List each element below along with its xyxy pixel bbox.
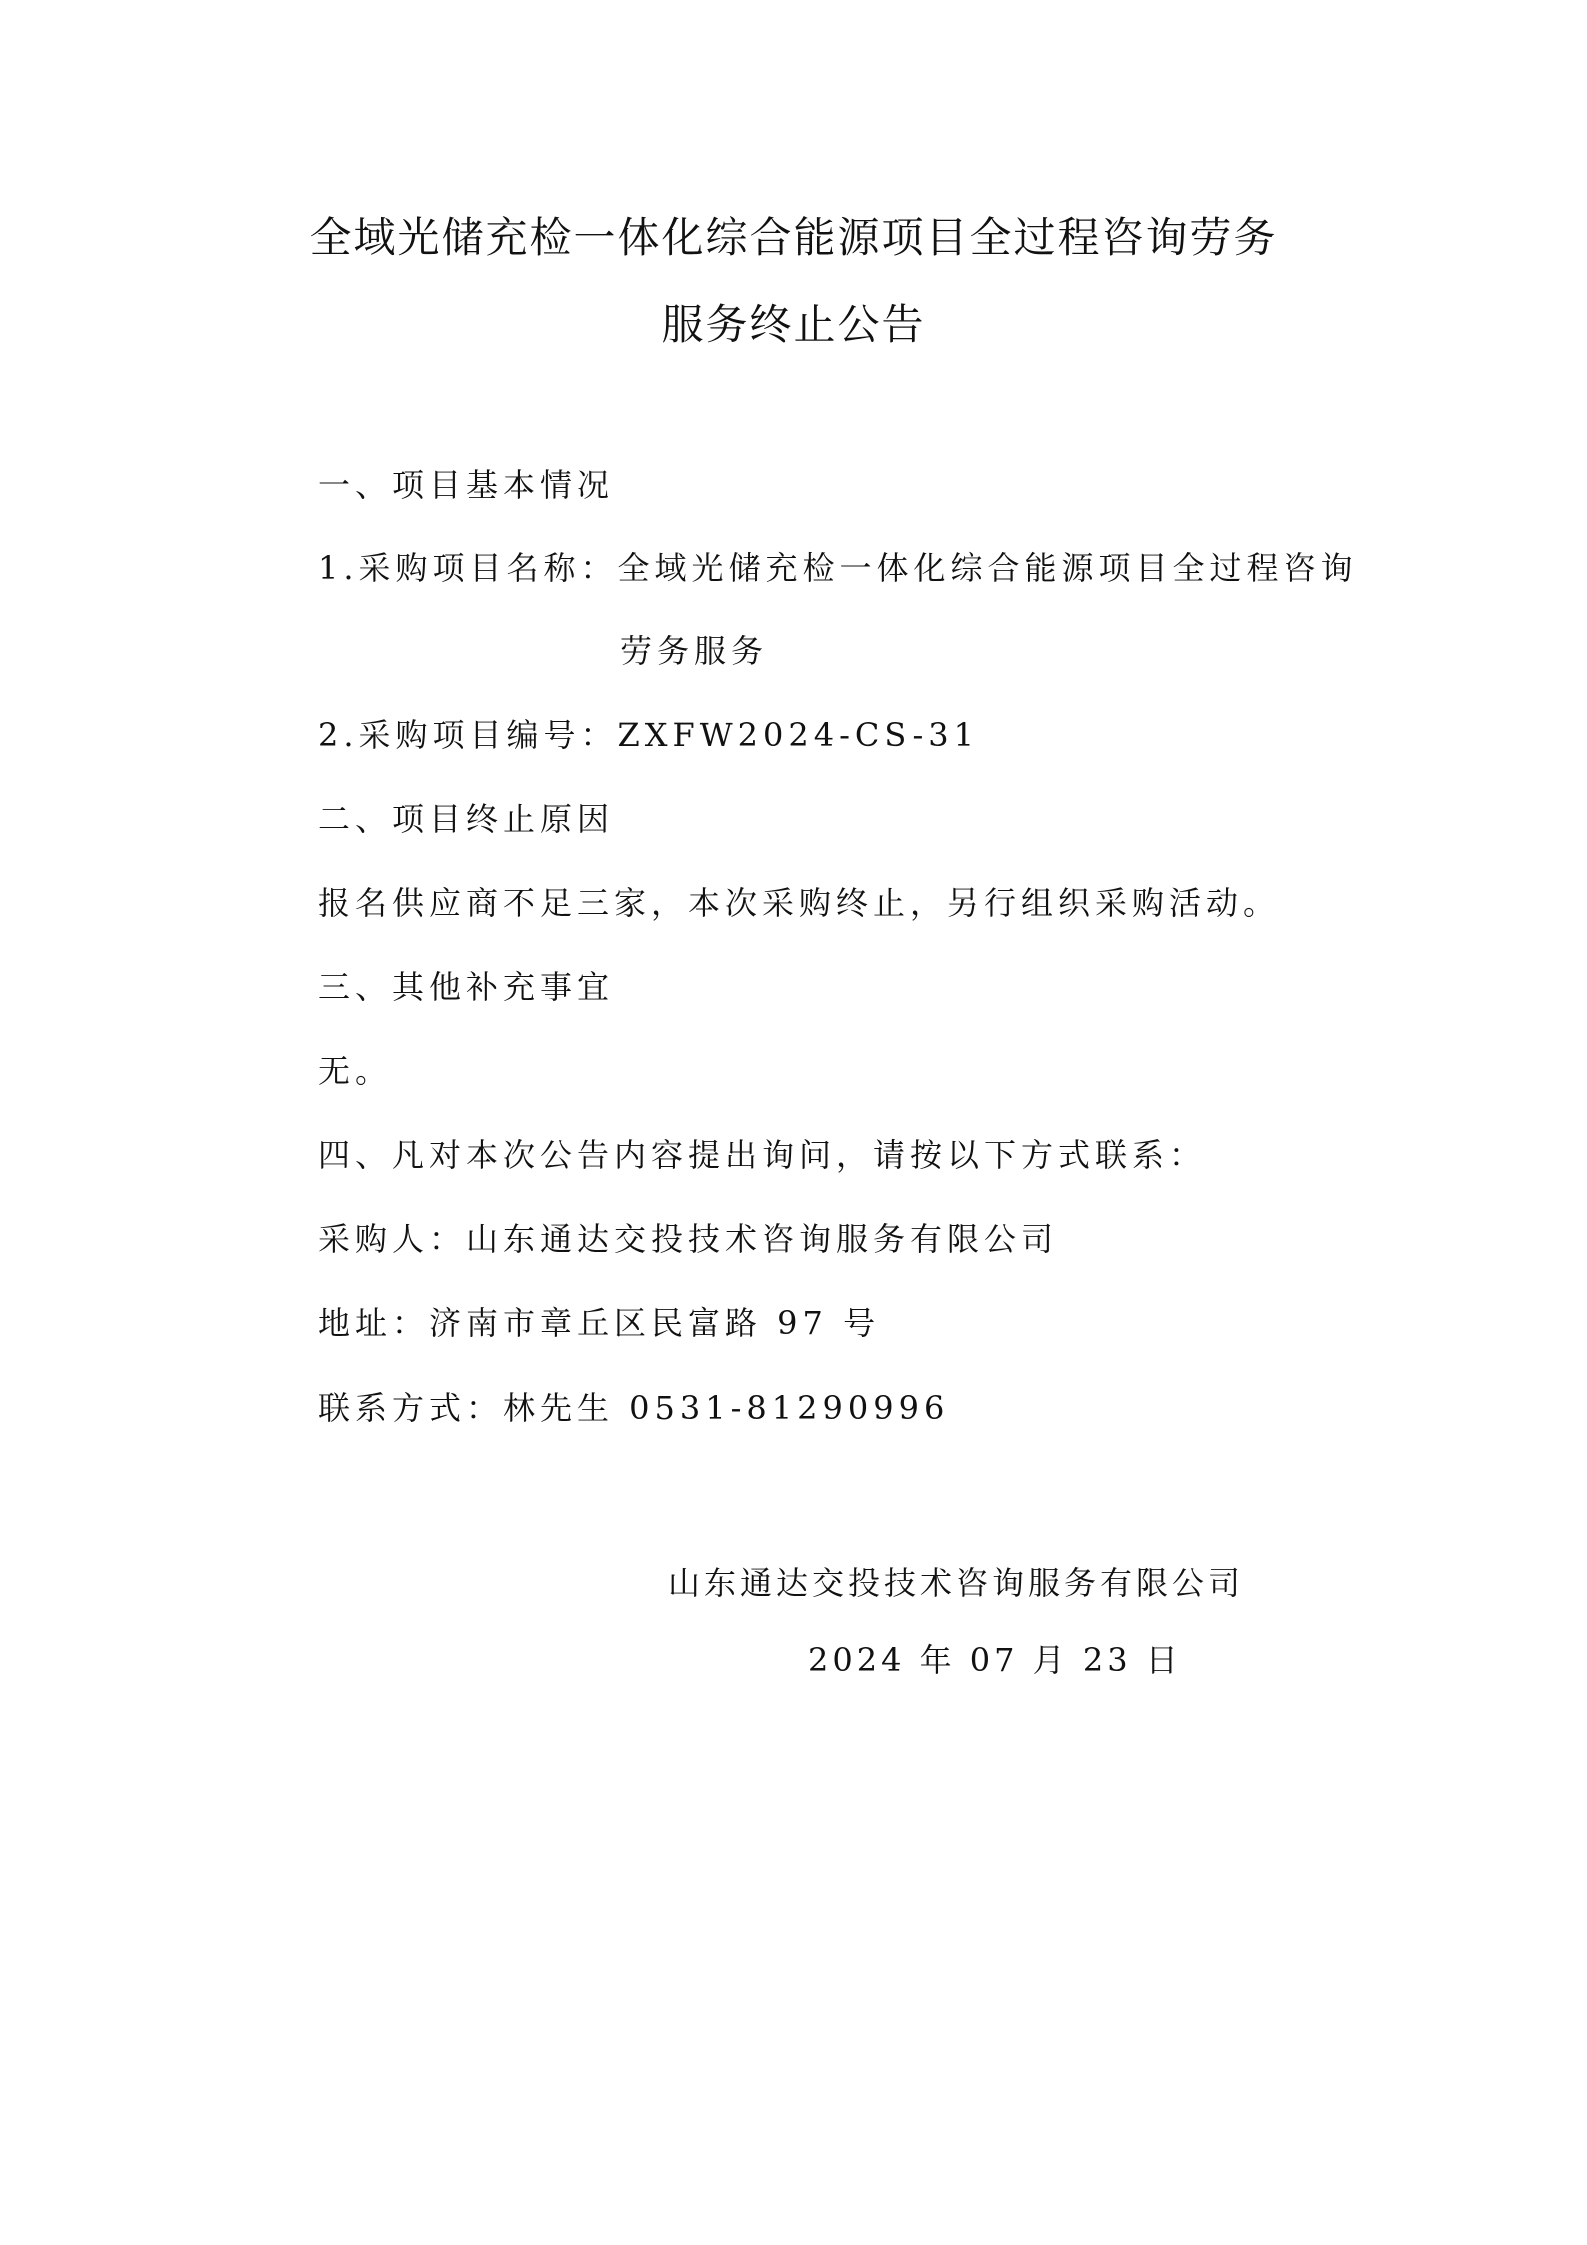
section-3-body: 无。: [318, 1052, 393, 1090]
item-1-project-name: 1.采购项目名称：全域光储充检一体化综合能源项目全过程咨询: [318, 549, 1358, 587]
address-line: 地址：济南市章丘区民富路 97 号: [318, 1304, 881, 1342]
document-title-line-1: 全域光储充检一体化综合能源项目全过程咨询劳务: [309, 213, 1278, 262]
item-1-project-name-continuation: 劳务服务: [620, 632, 769, 670]
document-title-line-2: 服务终止公告: [661, 300, 926, 349]
section-4-heading: 四、凡对本次公告内容提出询问，请按以下方式联系：: [318, 1136, 1207, 1174]
section-1-heading: 一、项目基本情况: [318, 466, 615, 504]
contact-line: 联系方式：林先生 0531-81290996: [318, 1389, 950, 1427]
signature-company: 山东通达交投技术咨询服务有限公司: [668, 1564, 1245, 1602]
signature-date: 2024 年 07 月 23 日: [808, 1641, 1182, 1679]
item-2-project-number: 2.采购项目编号：ZXFW2024-CS-31: [318, 716, 980, 754]
section-2-heading: 二、项目终止原因: [318, 800, 615, 838]
section-2-body: 报名供应商不足三家，本次采购终止，另行组织采购活动。: [318, 884, 1281, 922]
section-3-heading: 三、其他补充事宜: [318, 968, 615, 1006]
purchaser-line: 采购人：山东通达交投技术咨询服务有限公司: [318, 1220, 1059, 1258]
